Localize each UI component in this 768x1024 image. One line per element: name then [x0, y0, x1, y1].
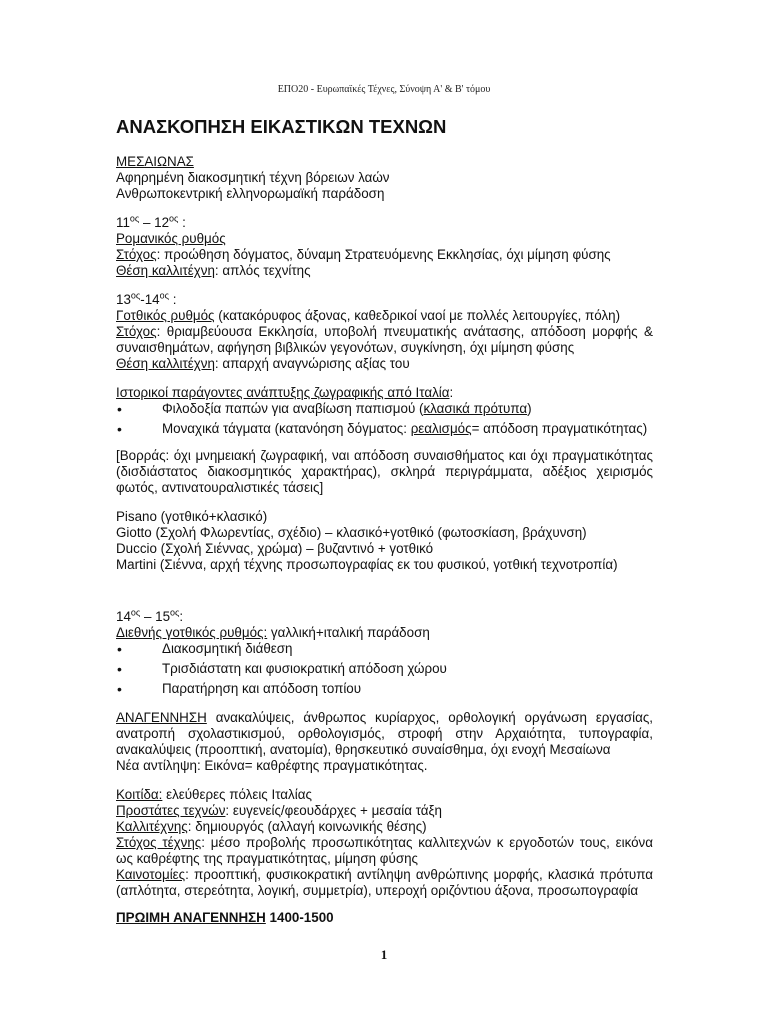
romanesque-style: Ρομανικός ρυθμός [116, 231, 226, 246]
renaissance-cradle: Κοιτίδα: ελεύθερες πόλεις Ιταλίας [116, 787, 312, 802]
medieval-line-1: Αφηρημένη διακοσμητική τέχνη βόρειων λαών [116, 170, 390, 185]
international-gothic: Διεθνής γοτθικός ρυθμός: γαλλική+ιταλική παράδοση [116, 625, 430, 640]
renaissance-artist: Καλλιτέχνης: δημιουργός (αλλαγή κοινωνικής θέσης) [116, 819, 427, 834]
artist-martini: Martini (Σιέννα, αρχή τέχνης προσωπογραφίας εκ του φυσικού, γοτθική τεχνοτροπία) [116, 557, 618, 572]
renaissance-goal: Στόχος τέχνης: μέσο προβολής προσωπικότητας καλλιτεχνών κ εργοδοτών τους, εικόνα ως καθρέφτης της πραγματικότητας, μίμηση φύσης [116, 835, 653, 866]
page-number: 1 [380, 947, 388, 962]
renaissance-patrons: Προστάτες τεχνών: ευγενείς/φεουδάρχες + μεσαία τάξη [116, 803, 442, 818]
page-title: ΑΝΑΣΚΟΠΗΣΗ ΕΙΚΑΣΤΙΚΩΝ ΤΕΧΝΩΝ [116, 116, 447, 137]
list-item: • Τρισδιάστατη και φυσιοκρατική απόδοση χώρου [116, 661, 653, 677]
north-note: [Βορράς: όχι μνημειακή ζωγραφική, ναι απόδοση συναισθήματος και όχι πραγματικότητας (δισδιάστατος διακοσμητικός χαρακτήρας), σκληρά περιγράμματα, αδέξιος χειρισμός φωτός, αντινατουραλιστικές τάσεις] [116, 448, 653, 495]
early-renaissance-heading: ΠΡΩΙΜΗ ΑΝΑΓΕΝΝΗΣΗ 1400-1500 [116, 910, 334, 925]
century-11-heading: $11^{o\varsigma} - 12^{o\varsigma}$ : [116, 213, 186, 230]
page-content [116, 116, 653, 926]
list-item: • Φιλοδοξία παπών για αναβίωση παπισμού (κλασικά πρότυπα) [116, 401, 653, 417]
medieval-heading [116, 154, 653, 170]
medieval-heading-text: ΜΕΣΑΙΩΝΑΣ [116, 154, 194, 169]
medieval-line-2: Ανθρωποκεντρική ελληνορωμαϊκή παράδοση [116, 186, 385, 201]
international-gothic-list [116, 641, 653, 697]
running-header: ΕΠΟ20 - Ευρωπαϊκές Τέχνες, Σύνοψη Α' & Β' τόμου [277, 84, 491, 95]
renaissance-paragraph: ΑΝΑΓΕΝΝΗΣΗ ανακαλύψεις, άνθρωπος κυρίαρχος, ορθολογική οργάνωση εργασίας, ανατροπή σχολαστικισμού, ορθολογισμός, στροφή στην Αρχαιότητα, τυπογραφία, ανακαλύψεις (προοπτική, ανατομία), θρησκευτικό συναίσθημα, όχι ενοχή Μεσαίωνα [116, 710, 653, 757]
artist-duccio: Duccio (Σχολή Σιέννας, χρώμα) – βυζαντινό + γοτθικό [116, 541, 434, 556]
century-14-heading: $14^{o\varsigma} - 15^{o\varsigma}$: [116, 607, 184, 624]
renaissance-new-view: Νέα αντίληψη: Εικόνα= καθρέφτης πραγματικότητας. [116, 758, 428, 773]
century-13-heading: $13^{o\varsigma}-14^{o\varsigma}$ : [116, 290, 177, 307]
gothic-artist: Θέση καλλιτέχνη: απαρχή αναγνώρισης αξίας του [116, 356, 410, 371]
italy-factors-list [116, 401, 653, 437]
romanesque-artist: Θέση καλλιτέχνη: απλός τεχνίτης [116, 263, 311, 278]
list-item: • Διακοσμητική διάθεση [116, 641, 653, 657]
romanesque-goal: Στόχος: προώθηση δόγματος, δύναμη Στρατευόμενης Εκκλησίας, όχι μίμηση φύσης [116, 247, 611, 262]
italy-factors-heading: Ιστορικοί παράγοντες ανάπτυξης ζωγραφικής από Ιταλία: [116, 385, 454, 400]
artist-giotto: Giotto (Σχολή Φλωρεντίας, σχέδιο) – κλασικό+γοτθικό (φωτοσκίαση, βράχυνση) [116, 525, 587, 540]
gothic-goal: Στόχος: θριαμβεύουσα Εκκλησία, υποβολή πνευματικής ανάτασης, απόδοση μορφής & συναισθημάτων, αφήγηση βιβλικών γεγονότων, συγκίνηση, όχι μίμηση φύσης [116, 324, 653, 355]
artist-pisano: Pisano (γοτθικό+κλασικό) [116, 509, 268, 524]
gothic-style: Γοτθικός ρυθμός (κατακόρυφος άξονας, καθεδρικοί ναοί με πολλές λειτουργίες, πόλη) [116, 308, 621, 323]
renaissance-innovations: Καινοτομίες: προοπτική, φυσικοκρατική αντίληψη ανθρώπινης μορφής, κλασικά πρότυπα (απλότητα, στερεότητα, λογική, συμμετρία), υπεροχή οριζόντιου άξονα, προσωπογραφία [116, 867, 653, 898]
list-item: • Παρατήρηση και απόδοση τοπίου [116, 681, 653, 697]
list-item: • Μοναχικά τάγματα (κατανόηση δόγματος: ρεαλισμός= απόδοση πραγματικότητας) [116, 421, 653, 437]
